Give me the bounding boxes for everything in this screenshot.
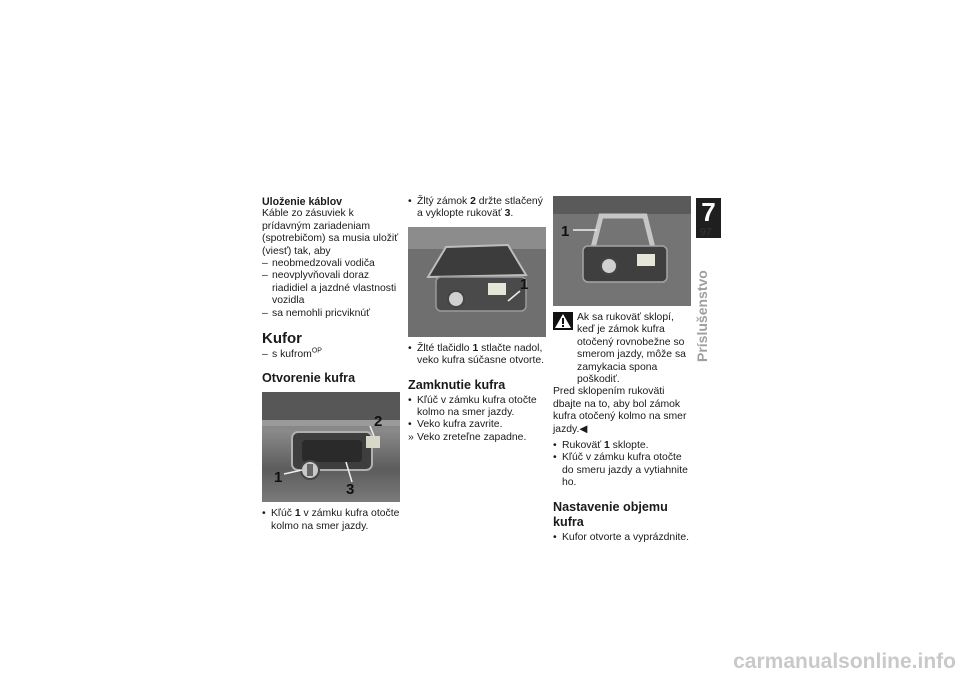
open-steps-2 — [408, 343, 548, 368]
list-item: • Kľúč v zámku kufra otočte do smeru jazdy a vytiahnite ho. — [553, 452, 688, 489]
callout-1: 1 — [520, 275, 529, 293]
open-heading: Otvorenie kufra — [262, 371, 356, 386]
list-item: – neovplyvňovali doraz riadidiel a jazdné vlastnosti vozidla — [262, 270, 397, 307]
list-item: – neobmedzovali vodiča — [262, 258, 375, 270]
column-2 — [408, 196, 548, 444]
list-item: • Žltý zámok 2 držte stlačený a vyklopte rukoväť 3. — [408, 196, 543, 220]
callout-1: 1 — [561, 223, 570, 240]
handle-steps — [553, 440, 693, 490]
chapter-title: Príslušenstvo — [694, 270, 710, 362]
lock-heading: Zamknutie kufra — [408, 377, 506, 392]
callout-1: 1 — [274, 469, 283, 487]
open-steps — [262, 508, 400, 533]
case-handle-photo — [553, 196, 691, 306]
callout-3: 3 — [346, 481, 355, 499]
column-3 — [553, 196, 693, 544]
watermark: carmanualsonline.info — [733, 650, 956, 673]
list-item: • Kľúč 1 v zámku kufra otočte kolmo na smer jazdy. — [262, 508, 400, 532]
volume-steps — [553, 532, 693, 544]
list-item-result: » Veko zreteľne zapadne. — [408, 431, 527, 443]
case-lock-photo-2 — [408, 227, 546, 337]
list-item: – sa nemohli pricviknúť — [262, 307, 371, 319]
warning-block — [553, 312, 693, 386]
cables-text: Káble zo zásuviek k prídavným zariadeniam (spotrebičom) sa musia uložiť (viesť) tak, aby — [262, 208, 399, 257]
option-marker: OP — [311, 347, 322, 355]
callout-2: 2 — [374, 413, 383, 431]
list-item: – s kufrom$^{OP}$ — [262, 347, 322, 361]
warning-text-2: Pred sklopením rukoväti dbajte na to, aby bol zámok kufra otočený kolmo na smer jazdy.◀ — [553, 386, 687, 435]
column-1 — [262, 196, 400, 533]
page-number: 97 — [700, 226, 712, 238]
chapter-number: 7 — [701, 197, 716, 227]
list-item: • Kľúč v zámku kufra otočte kolmo na smer jazdy. — [408, 394, 537, 419]
kufor-list — [262, 349, 400, 361]
lock-steps — [408, 395, 548, 445]
end-marker-icon: ◀ — [579, 423, 588, 435]
list-item: • Žlté tlačidlo 1 stlačte nadol, veko kufra súčasne otvorte. — [408, 342, 545, 367]
list-item: • Rukoväť 1 sklopte. — [553, 440, 649, 452]
open-steps-cont — [408, 196, 548, 221]
list-item: • Kufor otvorte a vyprázdnite. — [553, 531, 690, 543]
volume-heading: Nastavenie objemu kufra — [553, 499, 668, 529]
warning-triangle-icon — [553, 312, 573, 330]
case-lock-photo-1 — [262, 392, 400, 502]
kufor-heading: Kufor — [262, 330, 302, 348]
warning-text: Ak sa rukoväť sklopí, keď je zámok kufra otočený rovnobežne so smerom jazdy, môže sa zamykacia spona poškodiť. — [577, 312, 686, 386]
list-item: • Veko kufra zavrite. — [408, 419, 503, 431]
cables-heading: Uloženie káblov — [262, 196, 343, 208]
cables-list — [262, 258, 400, 320]
